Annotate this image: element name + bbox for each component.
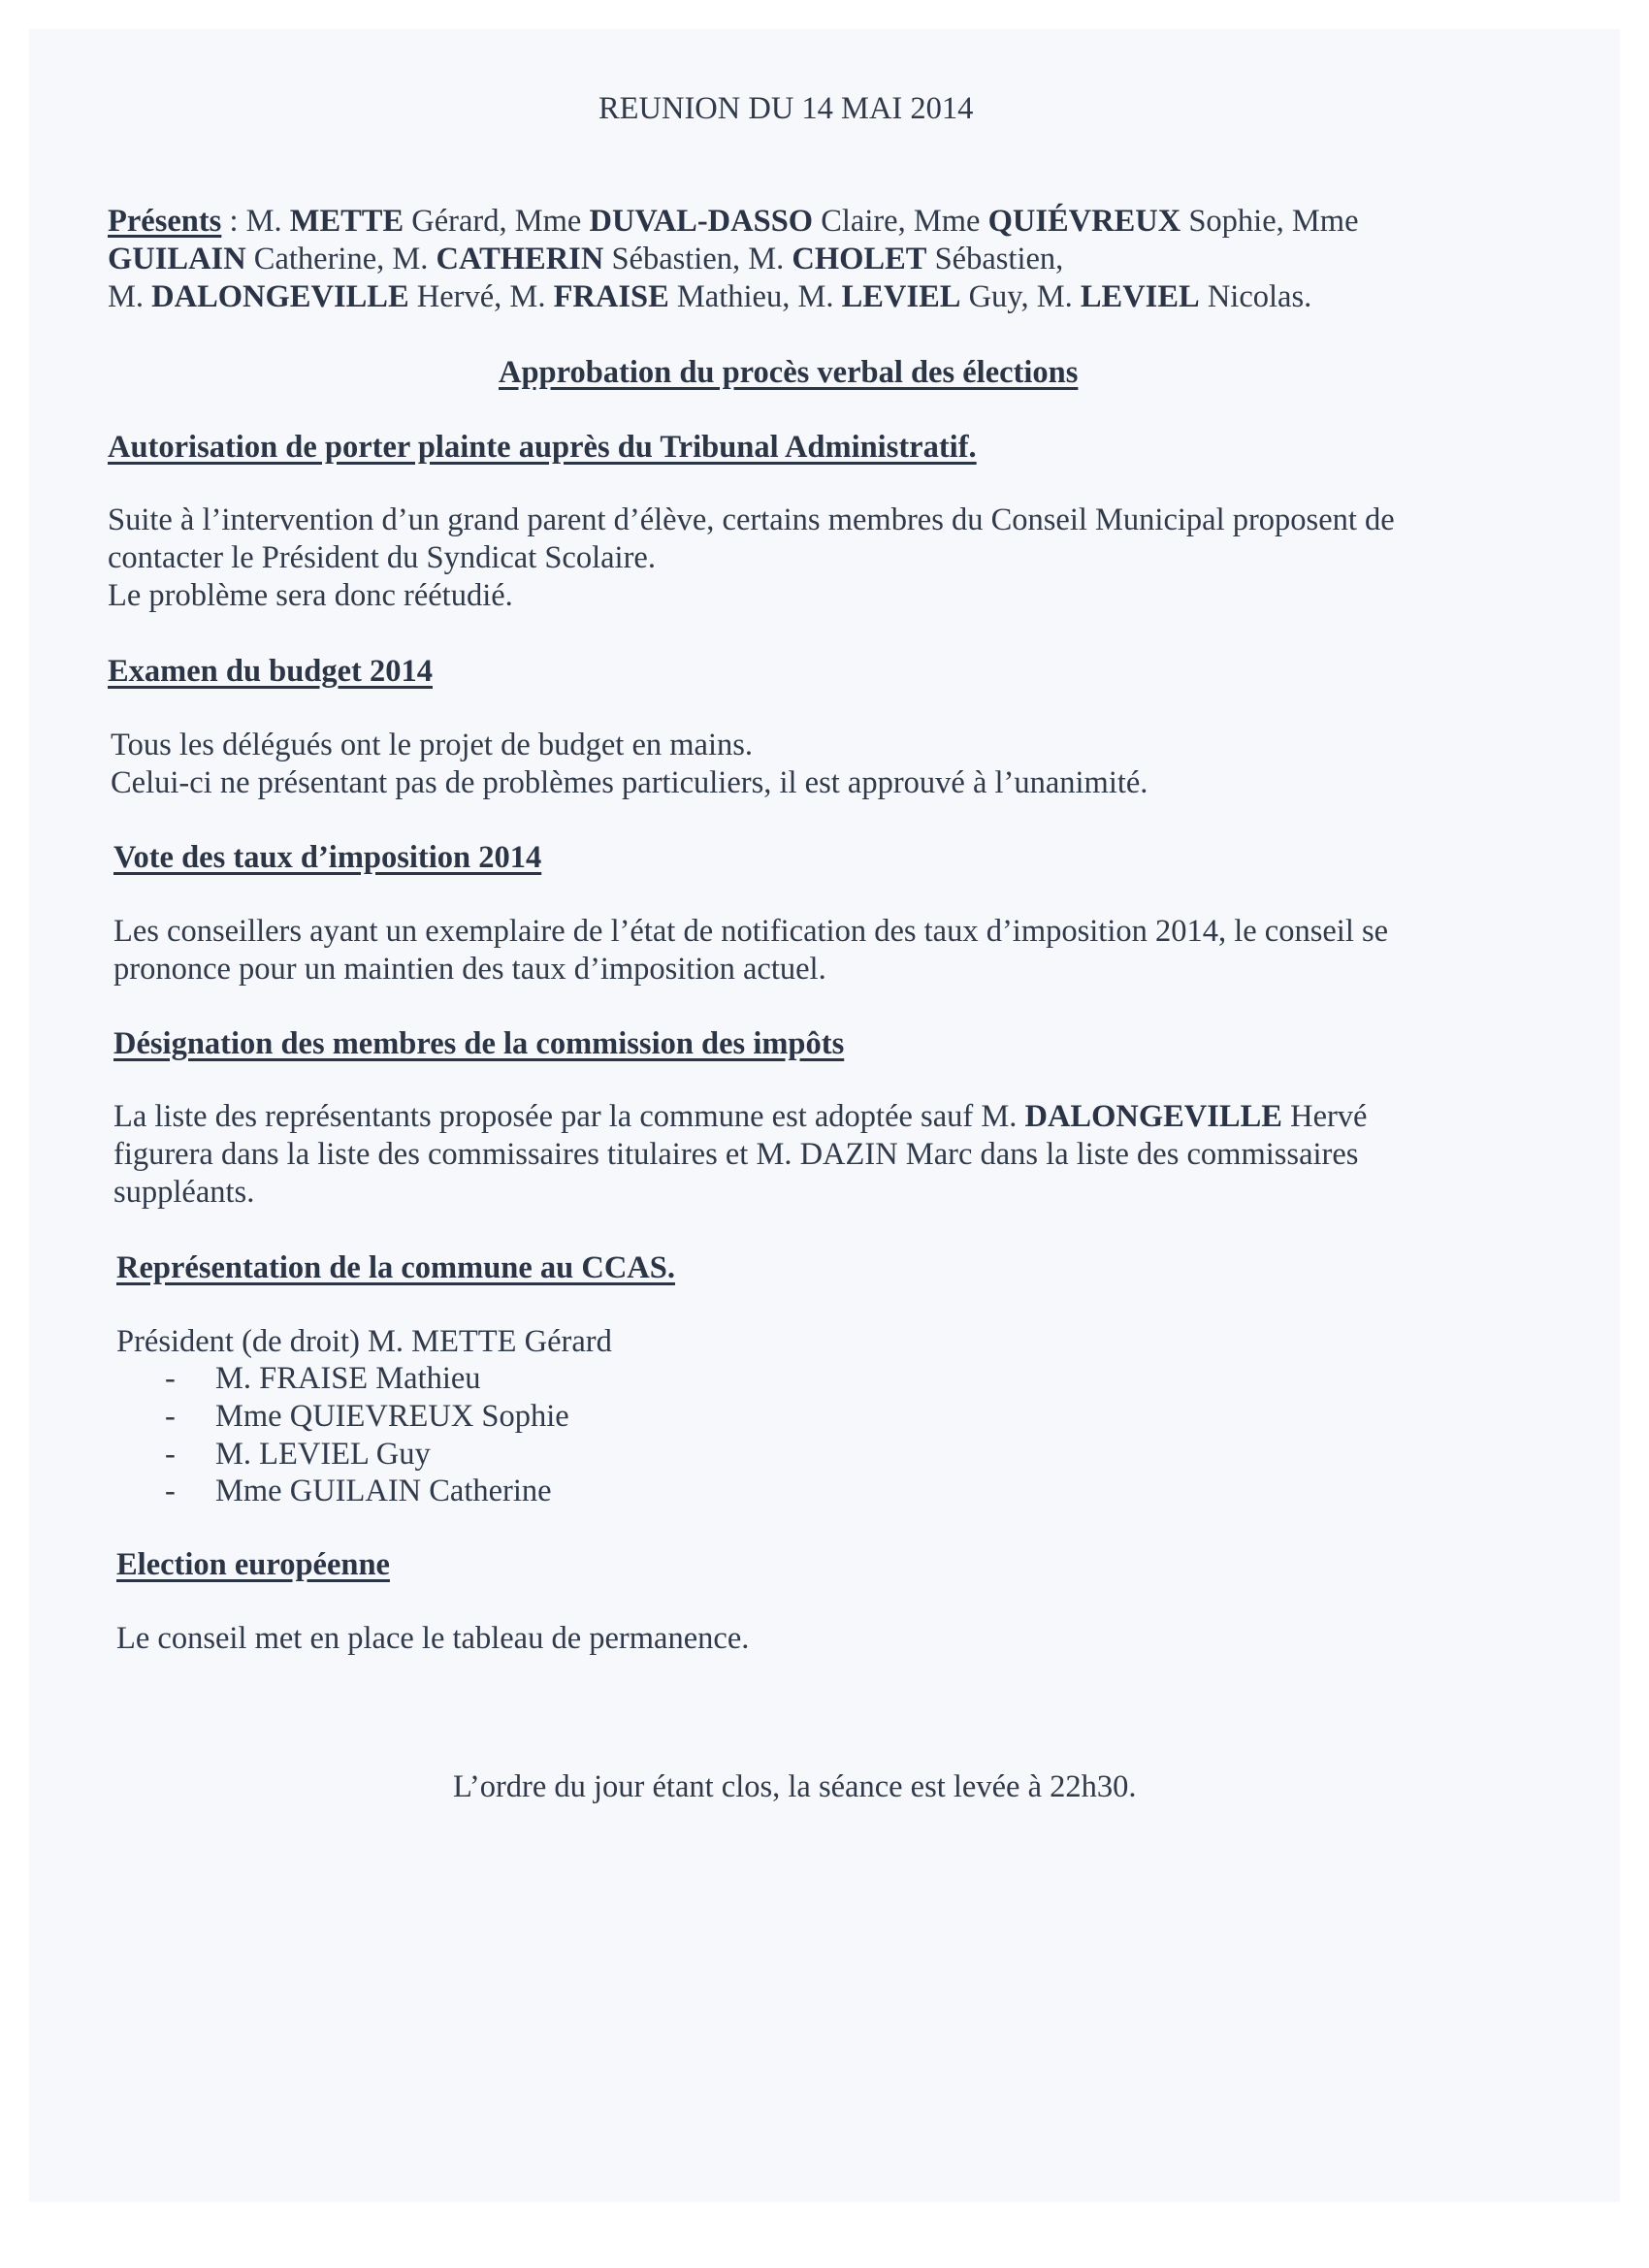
name-dalongeville: DALONGEVILLE xyxy=(151,279,409,314)
heading-taux: Vote des taux d’imposition 2014 xyxy=(113,840,542,875)
taux-line-1: Les conseillers ayant un exemplaire de l’état de notification des taux d’imposition 2014, le conseil se xyxy=(113,914,1389,949)
name-guilain: GUILAIN xyxy=(108,242,246,276)
presents-line-1: Présents : M. METTE Gérard, Mme DUVAL-DASSO Claire, Mme QUIÉVREUX Sophie, Mme xyxy=(108,204,1359,239)
taux-line-2: prononce pour un maintien des taux d’imposition actuel. xyxy=(113,952,826,987)
heading-approbation: Approbation du procès verbal des élections xyxy=(499,355,1079,390)
presents-label: Présents xyxy=(108,204,222,239)
autorisation-line-2: contacter le Président du Syndicat Scolaire. xyxy=(108,540,656,575)
presents-line-2: GUILAIN Catherine, M. CATHERIN Sébastien, M. CHOLET Sébastien, xyxy=(108,242,1064,276)
budget-line-2: Celui-ci ne présentant pas de problèmes particuliers, il est approuvé à l’unanimité. xyxy=(111,765,1148,800)
europeenne-line: Le conseil met en place le tableau de permanence. xyxy=(116,1621,750,1656)
name-duval-dasso: DUVAL-DASSO xyxy=(589,204,814,239)
ccas-member: - Mme QUIEVREUX Sophie xyxy=(165,1399,569,1434)
autorisation-line-1: Suite à l’intervention d’un grand parent d’élève, certains membres du Conseil Municipal proposent de xyxy=(108,502,1395,537)
name-quievreux: QUIÉVREUX xyxy=(987,204,1181,239)
closing-line: L’ordre du jour étant clos, la séance est levée à 22h30. xyxy=(453,1769,1137,1804)
autorisation-line-3: Le problème sera donc réétudié. xyxy=(108,578,513,613)
heading-autorisation: Autorisation de porter plainte auprès du Tribunal Administratif. xyxy=(108,430,977,465)
name-dalongeville-impots: DALONGEVILLE xyxy=(1024,1099,1282,1134)
budget-line-1: Tous les délégués ont le projet de budget en mains. xyxy=(111,728,754,762)
heading-europeenne: Election européenne xyxy=(116,1547,390,1582)
name-catherin: CATHERIN xyxy=(436,242,604,276)
name-cholet: CHOLET xyxy=(792,242,927,276)
name-leviel-guy: LEVIEL xyxy=(841,279,961,314)
impots-line-2: figurera dans la liste des commissaires titulaires et M. DAZIN Marc dans la liste des commissaires xyxy=(113,1137,1359,1172)
heading-ccas: Représentation de la commune au CCAS. xyxy=(116,1250,675,1285)
impots-line-3: suppléants. xyxy=(113,1175,255,1210)
heading-budget: Examen du budget 2014 xyxy=(108,654,433,689)
name-leviel-nicolas: LEVIEL xyxy=(1080,279,1200,314)
name-fraise: FRAISE xyxy=(553,279,669,314)
ccas-member: - Mme GUILAIN Catherine xyxy=(165,1474,552,1508)
impots-line-1: La liste des représentants proposée par la commune est adoptée sauf M. DALONGEVILLE Hervé xyxy=(113,1099,1368,1134)
ccas-member: - M. FRAISE Mathieu xyxy=(165,1361,481,1396)
presents-line-3: M. DALONGEVILLE Hervé, M. FRAISE Mathieu, M. LEVIEL Guy, M. LEVIEL Nicolas. xyxy=(108,279,1312,314)
ccas-president: Président (de droit) M. METTE Gérard xyxy=(116,1324,612,1359)
ccas-member: - M. LEVIEL Guy xyxy=(165,1437,431,1472)
page-title: REUNION DU 14 MAI 2014 xyxy=(598,91,974,126)
name-mette: METTE xyxy=(289,204,404,239)
heading-impots: Désignation des membres de la commission des impôts xyxy=(113,1026,845,1061)
